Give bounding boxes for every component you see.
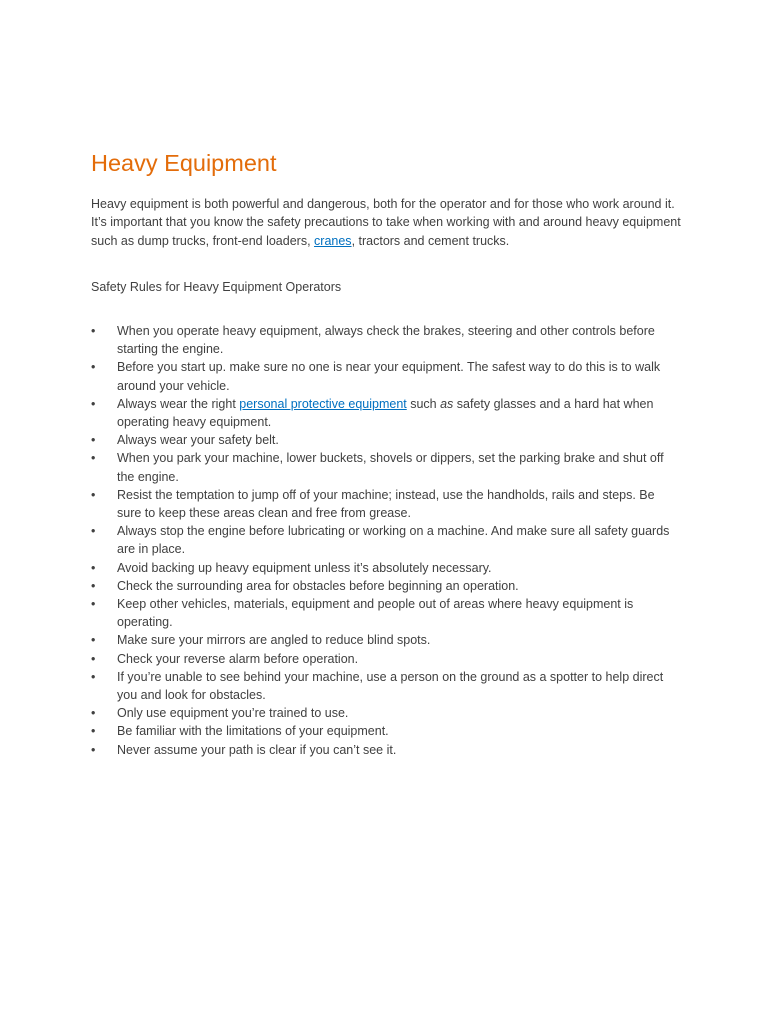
bullet-icon: •: [91, 560, 96, 575]
bullet-icon: •: [91, 396, 96, 411]
list-item: [91, 358, 681, 394]
list-item-text: Before you start up. make sure no one is near your equipment. The safest way to do this is to walk around your vehicle.: [117, 360, 661, 393]
list-item: [91, 431, 681, 449]
list-item-text: Only use equipment you’re trained to use.: [117, 706, 349, 721]
intro-text-end: , tractors and cement trucks.: [351, 233, 510, 248]
safety-rules-list: [91, 322, 681, 759]
list-item-text: Avoid backing up heavy equipment unless it’s absolutely necessary.: [117, 560, 492, 575]
intro-text-start: Heavy equipment is both powerful and dangerous, both for the operator and for those who work around it. It’s important that you know the safety precautions to take when working with and around heavy equipment such as dump trucks, front-end loaders,: [91, 197, 681, 248]
list-item-text: Resist the temptation to jump off of your machine; instead, use the handholds, rails and steps. Be sure to keep these areas clean and free from grease.: [117, 487, 655, 520]
ppe-link[interactable]: personal protective equipment: [239, 396, 407, 411]
list-item-text: When you operate heavy equipment, always check the brakes, steering and other controls before starting the engine.: [117, 323, 655, 357]
list-item-text: [117, 397, 653, 429]
bullet-icon: •: [91, 433, 96, 448]
bullet-icon: •: [91, 524, 96, 539]
list-item: [91, 486, 681, 522]
bullet-icon: •: [91, 596, 96, 611]
bullet-icon: •: [91, 706, 96, 721]
list-item: [91, 522, 681, 558]
list-item-text: Always stop the engine before lubricating or working on a machine. And make sure all safety guards are in place.: [117, 524, 670, 557]
ppe-text-end: safety glasses and a hard hat when operating heavy equipment.: [117, 396, 654, 429]
list-item: [91, 631, 681, 649]
list-item: [91, 704, 681, 722]
bullet-icon: •: [91, 360, 96, 375]
list-item: [91, 577, 681, 595]
bullet-icon: •: [91, 578, 96, 593]
intro-paragraph: [91, 195, 681, 250]
bullet-icon: •: [91, 487, 96, 502]
bullet-icon: •: [91, 323, 96, 338]
bullet-icon: •: [91, 724, 96, 739]
list-item-text: Check the surrounding area for obstacles before beginning an operation.: [117, 578, 519, 593]
list-item: [91, 595, 681, 631]
bullet-icon: •: [91, 669, 96, 684]
list-item-text: If you’re unable to see behind your machine, use a person on the ground as a spotter to help direct you and look for obstacles.: [117, 669, 664, 702]
bullet-icon: •: [91, 742, 96, 757]
list-item-text: When you park your machine, lower buckets, shovels or dippers, set the parking brake and shut off the engine.: [117, 451, 664, 484]
cranes-link[interactable]: cranes: [314, 233, 352, 248]
list-item-text: Keep other vehicles, materials, equipment and people out of areas where heavy equipment is operating.: [117, 596, 634, 630]
list-item: [91, 322, 681, 358]
bullet-icon: •: [91, 451, 96, 466]
list-item-text: Check your reverse alarm before operation.: [117, 651, 359, 666]
list-item: [91, 449, 681, 485]
bullet-icon: •: [91, 633, 96, 648]
list-item-text: Make sure your mirrors are angled to reduce blind spots.: [117, 633, 431, 648]
list-item-text: Always wear your safety belt.: [117, 433, 279, 448]
ppe-text-middle: such: [406, 396, 441, 411]
ppe-text-italic: as: [440, 396, 454, 411]
list-item: [91, 395, 681, 431]
page-title: Heavy Equipment: [91, 150, 277, 176]
list-item: [91, 559, 681, 577]
list-item: [91, 741, 681, 759]
document-page: [91, 148, 681, 759]
list-item-text: Never assume your path is clear if you can’t see it.: [117, 742, 397, 757]
list-item: [91, 668, 681, 704]
list-item: [91, 650, 681, 668]
ppe-text-start: Always wear the right: [117, 396, 240, 411]
section-heading: Safety Rules for Heavy Equipment Operators: [91, 279, 342, 294]
list-item: [91, 722, 681, 740]
list-item-text: Be familiar with the limitations of your equipment.: [117, 724, 389, 739]
bullet-icon: •: [91, 651, 96, 666]
